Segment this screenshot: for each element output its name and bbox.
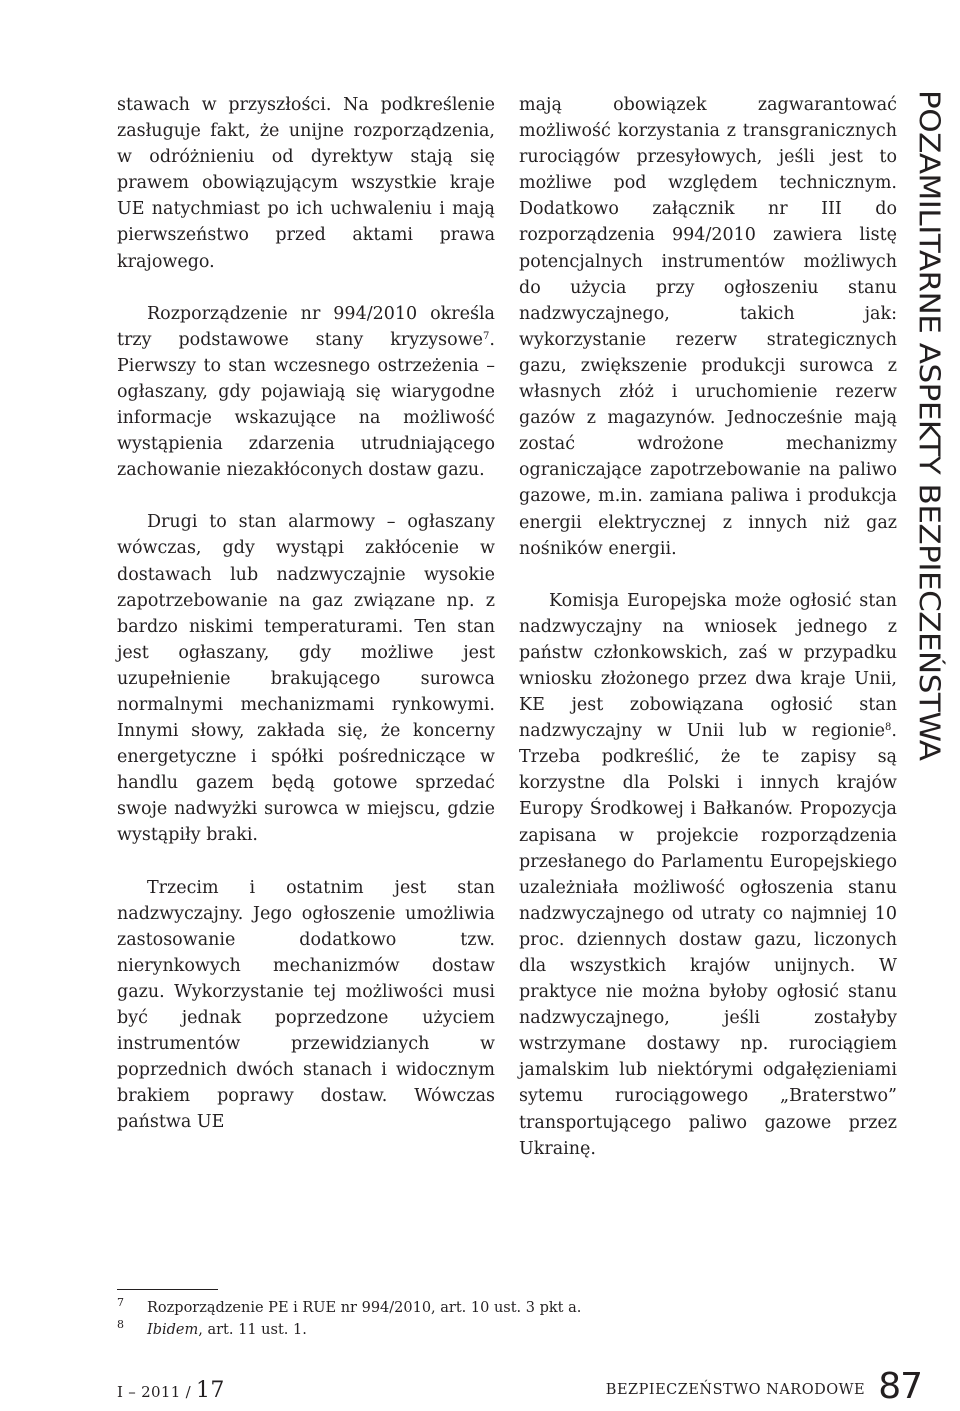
footnote-item (117, 1319, 817, 1341)
left-column (117, 92, 495, 1135)
paragraph: Trzecim i ostatnim jest stan nadzwyczajny. Jego ogłoszenie umożliwia zastosowanie dodatkowo tzw. nierynkowych mechanizmów dostaw gazu. Wykorzystanie tej możliwości musi być jednak poprzedzone użyciem instrumentów przewidzianych w poprzednich dwóch stanach i widocznym brakiem poprawy dostaw. Wówczas państwa UE (117, 877, 495, 1133)
paragraph: mają obowiązek zagwarantować możliwość korzystania z transgranicznych rurociągów przesyłowych, jeśli jest to możliwe pod względem technicznym. Dodatkowo załącznik nr III do rozporządzenia 994/2010 zawiera listę potencjalnych instrumentów możliwych do użycia przy ogłoszeniu stanu nadzwyczajnego, takich jak: wykorzystanie rezerw strategicznych gazu, zwiększenie produkcji surowca z własnych złóż i uruchomienie rezerw gazów z magazynów. Jednocześnie mają zostać wdrożone mechanizmy ograniczające zapotrzebowanie na paliwo gazowe, m.in. zamiana paliwa i produkcja energii elektrycznej z innych niż gaz nośników energii. (519, 95, 897, 559)
footnote-divider (117, 1289, 218, 1290)
paragraph-text: Komisja Europejska może ogłosić stan nadzwyczajny na wniosek jednego z państw członkowskich, zaś w przypadku wniosku złożonego przez dwa kraje Unii, KE jest zobowiązana ogłosić stan nadzwyczajny w Unii lub w regionie (519, 590, 897, 742)
issue-number: 17 (196, 1378, 225, 1403)
footnotes (117, 1297, 817, 1341)
footnote-item (117, 1297, 817, 1319)
footnote-number: 8 (117, 1318, 124, 1331)
footnote-italic-text: Ibidem (147, 1322, 199, 1338)
paragraph (117, 301, 495, 484)
footnote-text: Rozporządzenie PE i RUE nr 994/2010, art. 10 ust. 3 pkt a. (147, 1300, 582, 1316)
footnote-text: , art. 11 ust. 1. (198, 1322, 307, 1338)
footnote-number: 7 (117, 1296, 124, 1309)
sidebar-section-title: POZAMILITARNE ASPEKTY BEZPIECZEŃSTWA (912, 90, 946, 761)
footnote-ref: 7 (483, 330, 490, 342)
footnote-ref: 8 (885, 722, 892, 734)
paragraph-text: . Pierwszy to stan wczesnego ostrzeżenia – ogłaszany, gdy pojawiają się wiarygodne informacje wskazujące na możliwość wystąpienia zdarzenia utrudniającego zachowanie niezakłóconych dostaw gazu. (117, 329, 495, 481)
paragraph: stawach w przyszłości. Na podkreślenie zasługuje fakt, że unijne rozporządzenia, w odróżnieniu od dyrektyw stają się prawem obowiązującym wszystkie kraje UE natychmiast po ich uchwaleniu i mają pierwszeństwo przed aktami prawa krajowego. (117, 95, 495, 272)
paragraph: Drugi to stan alarmowy – ogłaszany wówczas, gdy wystąpi zakłócenie w dostawach lub nadzwyczajnie wysokie zapotrzebowanie na gaz związane np. z bardzo niskimi temperaturami. Ten stan jest ogłaszany, gdy możliwe jest uzupełnienie brakującego surowca normalnymi mechanizmami rynkowymi. Innymi słowy, zakłada się, że koncerny energetyczne i spółki pośredniczące w handlu gazem będą gotowe sprzedać swoje nadwyżki surowca w miejscu, gdzie wystąpiły braki. (117, 512, 495, 846)
journal-name: BEZPIECZEŃSTWO NARODOWE (605, 1382, 866, 1398)
issue-label (117, 1378, 225, 1403)
paragraph (519, 588, 897, 1162)
paragraph-text: . Trzeba podkreślić, że te zapisy są korzystne dla Polski i innych krajów Europy Środkowej i Bałkanów. Propozycja zapisana w projekcie rozporządzenia przesłanego do Parlamentu Europejskiego uzależniała możliwość ogłoszenia stanu nadzwyczajnego od utraty co najmniej 10 proc. dziennych dostaw gazu, liczonych dla wszystkich krajów unijnych. W praktyce nie można byłoby ogłosić stanu nadzwyczajnego, jeśli zostałyby wstrzymane dostawy np. rurociągiem jamalskim lub niektórymi odgałęzieniami sytemu rurociągowego „Braterstwo” transportującego paliwo gazowe przez Ukrainę. (519, 721, 897, 1159)
page-number: 87 (878, 1366, 922, 1407)
right-column (519, 92, 897, 1162)
page-footer (606, 1366, 922, 1407)
paragraph-text: Rozporządzenie nr 994/2010 określa trzy podstawowe stany kryzysowe (117, 303, 495, 350)
issue-prefix: I – 2011 / (117, 1383, 197, 1401)
